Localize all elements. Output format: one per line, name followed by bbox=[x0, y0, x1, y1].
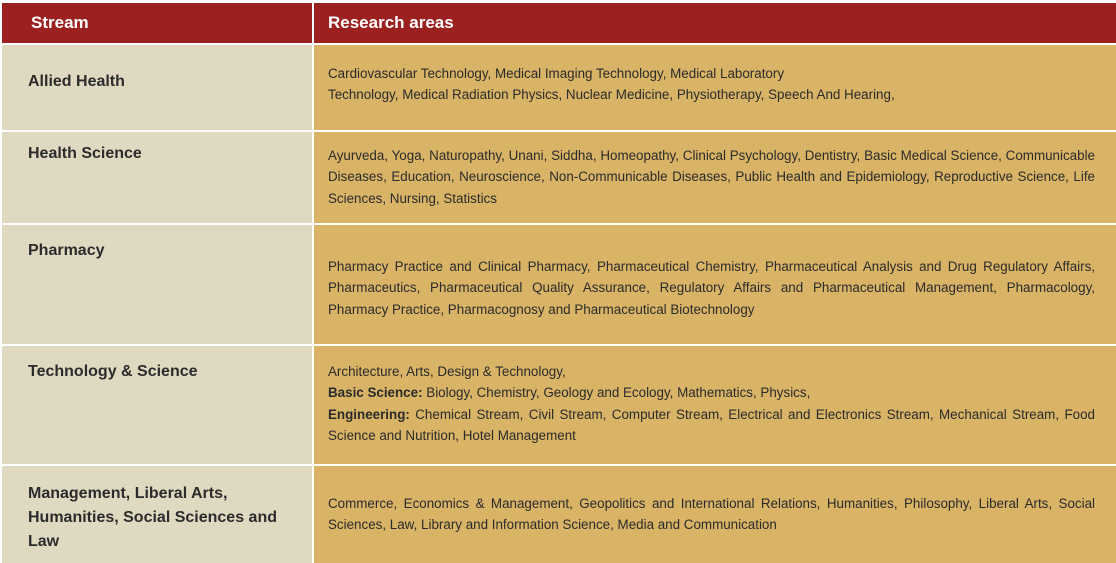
basic-science-text: Biology, Chemistry, Geology and Ecology, Mathematics, Physics, bbox=[422, 385, 811, 401]
stream-label: Health Science bbox=[28, 145, 142, 162]
stream-cell bbox=[2, 45, 312, 130]
table-row bbox=[0, 45, 1116, 130]
research-areas-cell bbox=[314, 346, 1116, 464]
stream-label: Pharmacy bbox=[28, 242, 105, 259]
header-stream: Stream bbox=[2, 3, 312, 43]
stream-label: Management, Liberal Arts, bbox=[28, 485, 228, 502]
research-areas-text: Ayurveda, Yoga, Naturopathy, Unani, Siddha, Homeopathy, Clinical Psychology, Dentistry, Basic Medical Science, Communicable Diseases, Education, Neuroscience, Non-Communicable Diseases, Public Health and Epidemiology, Reproductive Science, Life Sciences, Nursing, Statistics bbox=[328, 148, 1095, 206]
header-research-areas: Research areas bbox=[314, 3, 1116, 43]
research-areas-line: Technology, Medical Radiation Physics, Nuclear Medicine, Physiotherapy, Speech And Hearing, bbox=[328, 87, 895, 103]
research-areas-line bbox=[328, 404, 1095, 447]
research-areas-line bbox=[328, 382, 1095, 403]
stream-label: Humanities, Social Sciences and Law bbox=[28, 509, 277, 550]
engineering-label: Engineering: bbox=[328, 406, 410, 422]
research-areas-cell bbox=[314, 132, 1116, 223]
table-row bbox=[0, 466, 1116, 563]
research-areas-text: Pharmacy Practice and Clinical Pharmacy, Pharmaceutical Chemistry, Pharmaceutical Analysis and Drug Regulatory Affairs, Pharmaceutics, Pharmaceutical Quality Assurance, Regulatory Affairs and Pharmaceutical Management, Pharmacology, Pharmacy Practice, Pharmacognosy and Pharmaceutical Biotechnology bbox=[328, 259, 1095, 317]
stream-cell bbox=[2, 346, 312, 464]
research-areas-text: Commerce, Economics & Management, Geopolitics and International Relations, Humanities, Philosophy, Liberal Arts, Social Sciences, Law, Library and Information Science, Media and Communication bbox=[328, 496, 1095, 533]
stream-label: Technology & Science bbox=[28, 363, 198, 380]
stream-cell bbox=[2, 225, 312, 344]
research-areas-cell bbox=[314, 466, 1116, 563]
stream-cell bbox=[2, 466, 312, 563]
engineering-text: Chemical Stream, Civil Stream, Computer Stream, Electrical and Electronics Stream, Mechanical Stream, Food Science and Nutrition, Hotel Management bbox=[328, 406, 1095, 443]
research-areas-line: Cardiovascular Technology, Medical Imaging Technology, Medical Laboratory bbox=[328, 66, 785, 81]
stream-cell bbox=[2, 132, 312, 223]
research-areas-cell bbox=[314, 45, 1116, 130]
research-areas-cell bbox=[314, 225, 1116, 344]
table-row bbox=[0, 346, 1116, 464]
table-row bbox=[0, 225, 1116, 344]
basic-science-label: Basic Science: bbox=[328, 385, 423, 401]
research-areas-line: Architecture, Arts, Design & Technology, bbox=[328, 364, 566, 379]
table-row bbox=[0, 132, 1116, 223]
stream-label: Allied Health bbox=[28, 73, 125, 90]
